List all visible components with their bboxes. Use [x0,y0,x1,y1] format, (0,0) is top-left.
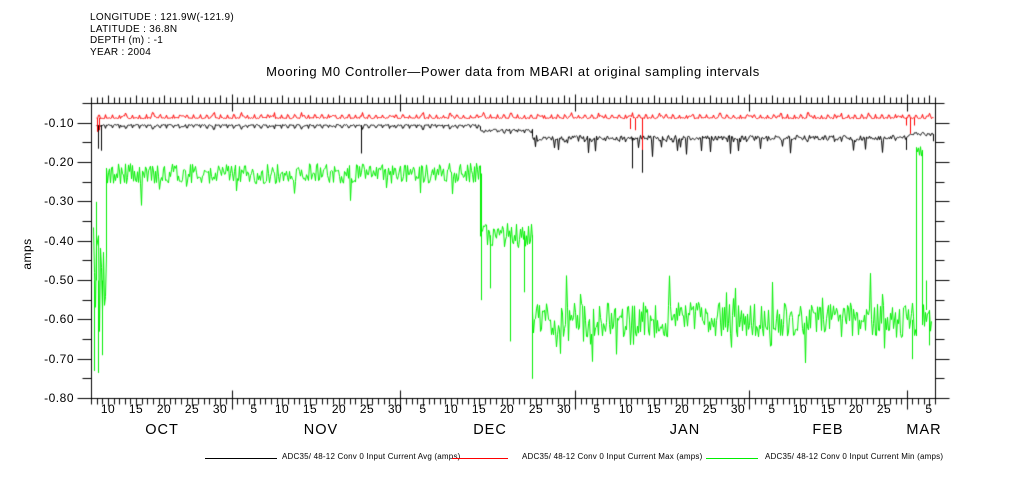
x-day-label: 30 [556,402,572,416]
x-day-label: 5 [250,402,258,416]
x-month-label: FEB [812,422,844,438]
y-tick-label: -0.20 [44,155,74,169]
y-tick-label: -0.50 [44,273,74,287]
y-tick-label: -0.10 [44,116,74,130]
y-tick-label: -0.30 [44,194,74,208]
x-day-label: 10 [443,402,459,416]
x-day-label: 5 [925,402,933,416]
x-day-label: 10 [274,402,290,416]
x-day-label: 20 [499,402,515,416]
x-month-label: OCT [145,422,179,438]
x-month-label: DEC [473,422,507,438]
chart-title: Mooring M0 Controller—Power data from MBARI at original sampling intervals [266,64,760,79]
y-axis-title: amps [20,238,34,270]
y-tick-label: -0.60 [44,312,74,326]
x-day-label: 20 [848,402,864,416]
x-day-label: 10 [100,402,116,416]
legend-label-min: ADC35/ 48-12 Conv 0 Input Current Min (amps) [765,452,944,461]
legend-label-avg: ADC35/ 48-12 Conv 0 Input Current Avg (amps) [282,452,461,461]
x-month-label: MAR [906,422,942,438]
legend-swatch-max [452,458,508,459]
x-day-label: 5 [419,402,427,416]
x-day-label: 10 [792,402,808,416]
x-day-label: 10 [618,402,634,416]
x-day-label: 20 [331,402,347,416]
x-day-label: 25 [359,402,375,416]
x-day-label: 25 [184,402,200,416]
y-tick-label: -0.70 [44,352,74,366]
x-day-label: 15 [820,402,836,416]
depth-text: DEPTH (m) : -1 [90,35,164,46]
x-day-label: 30 [730,402,746,416]
x-day-label: 20 [156,402,172,416]
x-day-label: 5 [593,402,601,416]
x-day-label: 25 [528,402,544,416]
y-tick-label: -0.40 [44,234,74,248]
x-day-label: 25 [702,402,718,416]
x-month-label: JAN [669,422,701,438]
x-day-label: 30 [387,402,403,416]
x-day-label: 15 [471,402,487,416]
x-day-label: 20 [674,402,690,416]
latitude-text: LATITUDE : 36.8N [90,23,178,35]
x-month-label: NOV [303,422,339,438]
x-day-label: 30 [212,402,228,416]
x-day-label: 25 [876,402,892,416]
legend-swatch-min [706,458,758,459]
legend-swatch-avg [205,458,277,459]
x-day-label: 5 [768,402,776,416]
y-tick-label: -0.80 [44,391,74,405]
x-day-label: 15 [302,402,318,416]
legend-label-max: ADC35/ 48-12 Conv 0 Input Current Max (amps) [522,452,703,461]
longitude-text: LONGITUDE : 121.9W(-121.9) [90,12,234,23]
metadata-block [90,12,234,58]
x-day-label: 15 [128,402,144,416]
x-day-label: 15 [646,402,662,416]
year-text: YEAR : 2004 [90,46,152,58]
